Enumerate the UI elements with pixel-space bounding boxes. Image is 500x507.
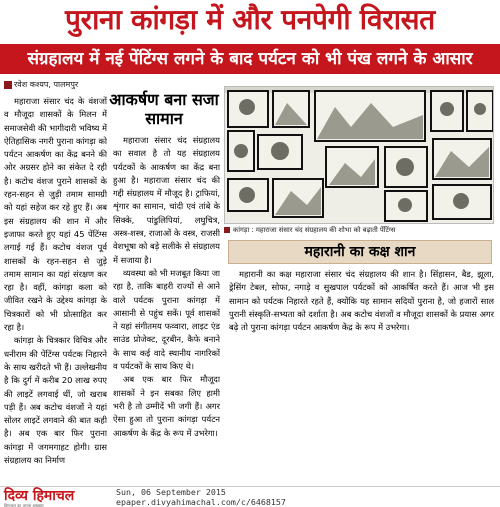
museum-paintings-photo [224,86,494,224]
newspaper-logo [4,488,98,506]
column-2-paragraph: महाराजा संसार चंद संग्रहालय का सवाल है तो यह संग्रहालय पर्यटकों के आकर्षण का केंद्र बना हुआ है। महाराजा संसार चंद की गद्दी संग्रहालय में मौजूद है। ट्राफियां, शृंगार का सामान, चांदी एवं तांबे के सिक्के, पांडुलिपियां, लघुचित्र, अस्त्र-शस्त्र, राजाओं के वस्त्र, राजसी वेशभूषा को बड़े सलीके से संग्रहालय में सजाया है। [113,135,220,265]
column-2-paragraph: अब एक बार फिर मौजूदा शासकों ने इन सबका लिए हामी भरी है तो उम्मीदें भी जगी हैं। अगर ऐसा हुआ तो पुराना कांगड़ा पर्यटन आकर्षण के केंद्र के रूप में उभरेगा। [113,374,220,438]
museum-wall-illustration [225,87,494,224]
sub-headline-bar: संग्रहालय में नई पेंटिंग्स लगने के बाद पर्यटन को भी पंख लगने के आसार [0,44,500,74]
caption-text: कांगड़ा : महाराजा संसार चंद संग्रहालय की शोभा को बढ़ाती पेंटिंग्स [233,226,396,234]
page-headline: पुराना कांगड़ा में और पनपेगी विरासत [65,3,435,36]
section-subheading: महारानी का कक्ष शान [228,240,492,264]
column-1-paragraph: कांगड़ा के चित्रकार विचित्र और धनीराम की पेंटिंग्स पर्यटक निहारने के साथ खरीदते भी हैं। उल्लेखनीय है कि दुर्ग में करीब 20 लाख रुपए की लाइटें लगवाई थीं, जो खराब पड़ी हैं। अब कटोच वंशजों ने यहां सोलर लाइटें लगवाने की बात कही है। अब एक बार फिर पुराना कांगड़ा में जगमगाहट होगी। ग्रास संग्रहालय का निर्माण [4,335,107,466]
byline-marker-icon [4,81,12,89]
column-1-paragraph: महाराजा संसार चंद के वंशजों व मौजूदा शासकों के मिलन में समाजसेवी की भागीदारी भविष्य में ऐतिहासिक नगरी पुराना कांगड़ा को पर्यटन आकर्षण का केंद्र बनने की ओर अग्रसर होने का संकेत दे रही है। कटोच वंशज पुराने शासकों के रहन-सहन से जुड़ी तमाम सामग्री को यहां सहेज कर रहे हुए हैं। अब इस संग्रहालय की शान में और इजाफा करते हुए यहां 45 पेंटिंग्स लगाई गई हैं। कटोच वंशज पूर्व शासकों के रहन-सहन से जुड़े तमाम सामान का यहां संरक्षण कर रहा है। वहीं, कांगड़ा कला को जीवित रखने के उद्देश्य कांगड़ा के चित्रकारों को भी प्रोत्साहित कर रहा है। [4,96,107,333]
article-column-3 [229,268,494,418]
article-column-1 [4,95,107,484]
byline-text: रवेश कश्यप, पालमपुर [14,80,79,89]
logo-text: दिव्य हिमाचल [4,488,75,504]
caption-marker-icon [224,227,230,233]
epaper-url[interactable]: epaper.divyahimachal.com/c/6468157 [116,497,286,507]
column-2-paragraph: व्यवस्था को भी मजबूत किया जा रहा है, ताकि बाहरी राज्यों से आने वाले पर्यटक पुराना कांगड़ा में आसानी से पहुंच सकें। पूर्व शासकों ने यहां संगीतमय फव्वारा, लाइट एंड साउंड प्रोजेक्ट, दूरबीन, कैफे बनाने के साथ कई वादे स्थानीय नागरिकों व पर्यटकों के साथ किए थे। [113,267,220,372]
logo-tagline: हिमाचल का अपना अखबार [4,503,44,507]
byline [4,79,78,90]
box-heading: आकर्षण बना सजा सामान [109,90,219,128]
column-3-paragraph: महारानी का कक्ष महाराजा संसार चंद संग्रहालय की शान है। सिंहासन, बैड, झूला, ड्रेसिंग टेबल, सोफा, नगाड़े व सुखपाल पर्यटकों को आकर्षित करते हैं। आज भी इस सामान को पर्यटक निहारते रहते हैं, क्योंकि यह सामान सदियों पुराना है, जो हजारों साल पुरानी संस्कृति-सभ्यता को दर्शाता है। अब कटोच वंशजों व मौजूदा शासकों के प्रयास अगर बढ़े तो पुराना कांगड़ा पर्यटन आकर्षण केंद्र के रूप में उभरेगा। [229,269,494,333]
article-column-2 [113,134,220,484]
edition-date: Sun, 06 September 2015 [116,487,226,497]
photo-caption [224,224,494,236]
